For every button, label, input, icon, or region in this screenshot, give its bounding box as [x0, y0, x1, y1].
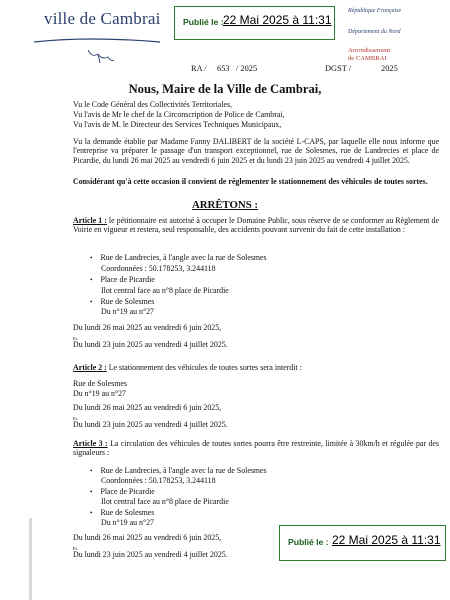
article-1-item-2: • Place de Picardie — [90, 275, 155, 284]
vu-line-3: Vu l'avis de M. le Directeur des Services Techniques Municipaux, — [73, 120, 282, 129]
ref-dgst-year: 2025 — [381, 64, 398, 73]
stamp-date: 22 Mai 2025 à 11:31 — [223, 13, 332, 27]
article-1-item-2-detail: Ilot central face au n°8 place de Picardie — [101, 286, 229, 295]
article-3-label: Article 3 : — [73, 439, 108, 448]
bullet-icon: • — [90, 254, 93, 262]
article-3-item-1-coords: Coordonnées : 50.178253, 3.244118 — [101, 476, 216, 485]
article-3-period-2: Du lundi 23 juin 2025 au vendredi 4 juillet 2025. — [73, 550, 228, 559]
article-3-item-3: • Rue de Solesmes — [90, 508, 155, 517]
article-2-paragraph: Article 2 : Le stationnement des véhicules de toutes sortes sera interdit : — [73, 363, 302, 372]
article-3-item-2-detail: Ilot central face au n°8 place de Picardie — [101, 497, 229, 506]
article-3-item-1: • Rue de Landrecies, à l'angle avec la rue de Solesmes — [90, 466, 267, 475]
arrondissement-label-2: de CAMBRAI — [348, 55, 387, 62]
arrondissement-label-1: Arrondissement — [348, 47, 391, 54]
article-3-item-2: • Place de Picardie — [90, 487, 155, 496]
ref-ra: RA / — [191, 64, 207, 73]
logo-swoosh-icon — [28, 30, 168, 70]
article-1-label: Article 1 : — [73, 216, 107, 225]
article-3-et: Et — [73, 546, 78, 551]
article-1-et: Et — [73, 336, 78, 341]
article-2-period-2: Du lundi 23 juin 2025 au vendredi 4 juillet 2025. — [73, 420, 228, 429]
vu-line-2: Vu l'avis de Mr le chef de la Circonscription de Police de Cambrai, — [73, 110, 285, 119]
ref-number: 653 — [217, 64, 230, 73]
logo-text: ville de Cambrai — [44, 9, 161, 28]
bullet-icon: • — [90, 276, 93, 284]
article-1-item-3-detail: Du n°19 au n°27 — [101, 307, 154, 316]
stamp-date: 22 Mai 2025 à 11:31 — [332, 533, 441, 547]
bullet-icon: • — [90, 488, 93, 496]
article-1-period-1: Du lundi 26 mai 2025 au vendredi 6 juin 2025, — [73, 323, 222, 332]
bullet-icon: • — [90, 467, 93, 475]
considerant-paragraph: Considérant qu'à cette occasion il convient de réglementer le stationnement des véhicules de toutes sortes. — [73, 177, 428, 186]
article-1-paragraph: Article 1 : le pétitionnaire est autorisé à occuper le Domaine Public, sous réserve de se conformer au Règlement de Voirie en vigueur et restera, seul responsable, des accidents pouvant survenir du fait de cette installation : — [73, 216, 439, 235]
republic-label: République Française — [348, 8, 402, 14]
article-3-item-3-detail: Du n°19 au n°27 — [101, 518, 154, 527]
demand-paragraph: Vu la demande établie par Madame Fanny DALIBERT de la société L-CAPS, par laquelle elle nous informe que l'entreprise va préparer le passage d'un transport exceptionnel, rue de Solesmes, rue de Landrecies et place de Picardie, du lundi 26 mai 2025 au vendredi 6 juin 2025 et du lundi 23 juin 2025 au vendredi 4 juillet 2025. — [73, 137, 439, 165]
arretons-heading: ARRÊTONS : — [191, 199, 259, 211]
article-2-period-1: Du lundi 26 mai 2025 au vendredi 6 juin 2025, — [73, 403, 222, 412]
article-3-period-1: Du lundi 26 mai 2025 au vendredi 6 juin 2025, — [73, 533, 222, 542]
vu-line-1: Vu le Code Général des Collectivités Territoriales, — [73, 100, 233, 109]
department-label: Département du Nord — [348, 29, 401, 35]
ref-year: / 2025 — [236, 64, 258, 73]
ref-dgst: DGST / — [325, 64, 352, 73]
published-stamp-top — [174, 6, 335, 40]
stamp-label: Publié le : — [288, 537, 329, 547]
article-1-item-1-coords: Coordonnées : 50.178253, 3.244118 — [101, 264, 216, 273]
bullet-icon: • — [90, 509, 93, 517]
page-title: Nous, Maire de la Ville de Cambrai, — [128, 82, 322, 96]
article-2-street: Rue de Solesmes — [73, 379, 127, 388]
article-2-range: Du n°19 au n°27 — [73, 389, 126, 398]
article-2-et: Et — [73, 416, 78, 421]
article-1-item-1: • Rue de Landrecies, à l'angle avec la rue de Solesmes — [90, 253, 267, 262]
published-stamp-bottom — [279, 525, 446, 561]
article-2-label: Article 2 : — [73, 363, 107, 372]
article-3-paragraph: Article 3 : La circulation des véhicules de toutes sortes pourra être restreinte, limitée à 30km/h et régulée par des signaleurs : — [73, 439, 439, 458]
left-margin-bar — [29, 518, 32, 600]
article-1-item-3: • Rue de Solesmes — [90, 297, 155, 306]
bullet-icon: • — [90, 298, 93, 306]
article-1-period-2: Du lundi 23 juin 2025 au vendredi 4 juillet 2025. — [73, 340, 228, 349]
stamp-label: Publié le : — [183, 17, 224, 27]
